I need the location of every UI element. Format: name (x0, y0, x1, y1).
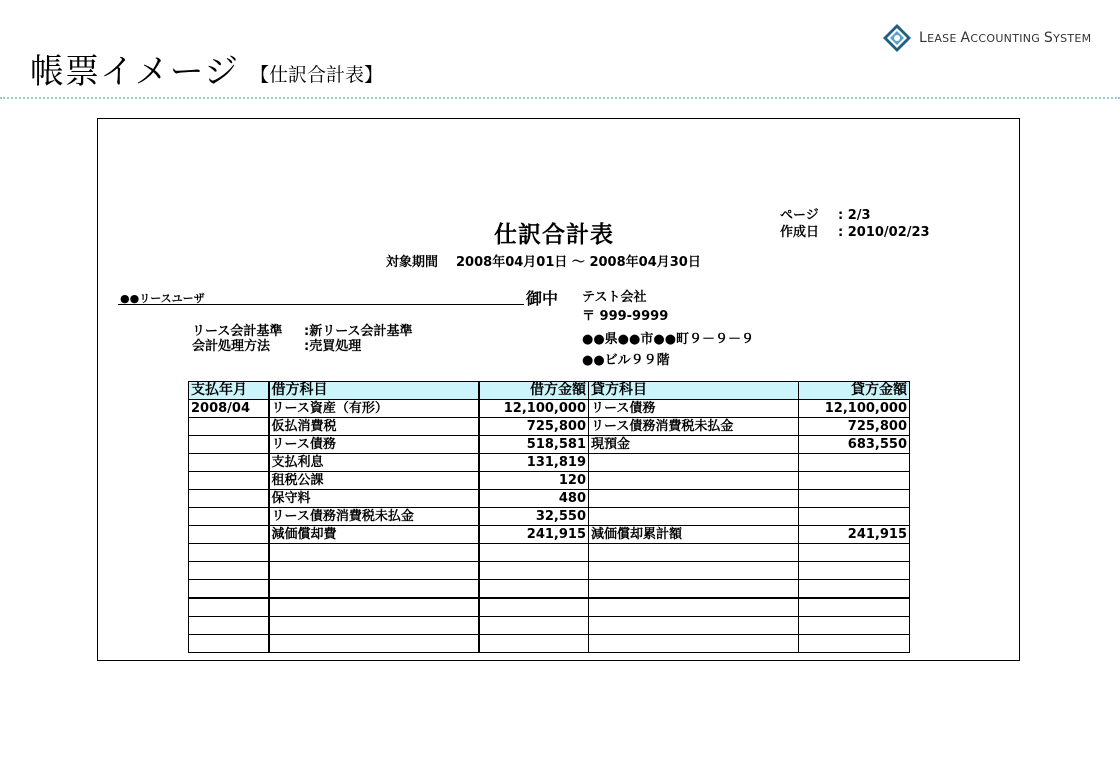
period-to: 2008年04月30日 (589, 255, 701, 270)
credit-account-cell (589, 580, 799, 599)
credit-amount-cell (799, 508, 910, 526)
period-from: 2008年04月01日 (456, 255, 568, 270)
journal-table (188, 381, 910, 653)
credit-amount-cell: 241,915 (799, 526, 910, 544)
debit-account-cell (269, 544, 479, 562)
table-row (189, 400, 910, 418)
credit-account-cell: 現預金 (589, 436, 799, 454)
payment-month-cell (189, 635, 269, 653)
credit-account-cell (589, 472, 799, 490)
payment-month-cell (189, 418, 269, 436)
credit-amount-cell: 725,800 (799, 418, 910, 436)
standard-label: リース会計基準 (192, 324, 283, 339)
table-row (189, 598, 910, 617)
header-payment-month: 支払年月 (189, 382, 269, 400)
postal-code: 〒 999-9999 (582, 309, 669, 324)
credit-account-cell (589, 635, 799, 653)
period-separator: ～ (571, 255, 585, 270)
recipient-name: ●●リースユーザ (120, 292, 205, 305)
credit-amount-cell (799, 472, 910, 490)
payment-month-cell (189, 598, 269, 617)
standard-value: :新リース会計基準 (304, 324, 413, 339)
report-frame (97, 118, 1020, 661)
report-title: 仕訳合計表 (494, 222, 614, 248)
period-label: 対象期間 (386, 255, 439, 270)
recipient-underline (118, 304, 524, 305)
method-value: :売買処理 (304, 339, 362, 354)
page-value: : 2/3 (838, 208, 871, 223)
debit-amount-cell (479, 617, 589, 635)
diamond-logo-icon (882, 23, 912, 53)
table-row (189, 490, 910, 508)
payment-month-cell (189, 490, 269, 508)
report-meta (780, 207, 930, 241)
credit-account-cell (589, 490, 799, 508)
debit-amount-cell: 120 (479, 472, 589, 490)
debit-amount-cell: 12,100,000 (479, 400, 589, 418)
table-row (189, 635, 910, 653)
debit-amount-cell (479, 544, 589, 562)
brand-name: LEASE ACCOUNTING SYSTEM (919, 30, 1092, 46)
debit-account-cell: 支払利息 (269, 454, 479, 472)
debit-account-cell: リース債務消費税未払金 (269, 508, 479, 526)
debit-account-cell: 租税公課 (269, 472, 479, 490)
debit-account-cell (269, 580, 479, 599)
debit-account-cell: リース資産（有形） (269, 400, 479, 418)
credit-account-cell (589, 562, 799, 580)
payment-month-cell (189, 544, 269, 562)
table-row (189, 436, 910, 454)
table-header-row (189, 382, 910, 400)
credit-amount-cell (799, 580, 910, 599)
header-credit-account: 貸方科目 (589, 382, 799, 400)
created-label: 作成日 (780, 225, 820, 240)
issuer-address (582, 288, 754, 370)
debit-amount-cell: 241,915 (479, 526, 589, 544)
table-row (189, 526, 910, 544)
credit-amount-cell (799, 490, 910, 508)
payment-month-cell (189, 508, 269, 526)
table-body (189, 400, 910, 653)
page-label: ページ (780, 208, 819, 223)
credit-amount-cell: 12,100,000 (799, 400, 910, 418)
report-period (386, 251, 701, 270)
table-row (189, 454, 910, 472)
debit-amount-cell (479, 635, 589, 653)
debit-account-cell (269, 598, 479, 617)
slide-title: 帳票イメージ (30, 52, 239, 92)
address-line-1: ●●県●●市●●町９－９－９ (582, 332, 755, 347)
credit-amount-cell (799, 598, 910, 617)
debit-account-cell (269, 635, 479, 653)
debit-amount-cell: 725,800 (479, 418, 589, 436)
credit-account-cell (589, 544, 799, 562)
debit-amount-cell: 32,550 (479, 508, 589, 526)
debit-amount-cell: 131,819 (479, 454, 589, 472)
credit-account-cell: リース債務 (589, 400, 799, 418)
payment-month-cell (189, 472, 269, 490)
debit-amount-cell: 480 (479, 490, 589, 508)
debit-amount-cell (479, 580, 589, 599)
payment-month-cell (189, 617, 269, 635)
credit-account-cell (589, 598, 799, 617)
credit-amount-cell (799, 635, 910, 653)
table-row (189, 472, 910, 490)
debit-account-cell: リース債務 (269, 436, 479, 454)
credit-account-cell (589, 454, 799, 472)
header-credit-amount: 貸方金額 (799, 382, 910, 400)
address-line-2: ●●ビル９９階 (582, 353, 670, 368)
company-name: テスト会社 (582, 290, 647, 305)
table-row (189, 508, 910, 526)
debit-account-cell (269, 562, 479, 580)
table-row (189, 617, 910, 635)
credit-account-cell (589, 617, 799, 635)
table-row (189, 562, 910, 580)
debit-account-cell: 保守料 (269, 490, 479, 508)
debit-account-cell: 仮払消費税 (269, 418, 479, 436)
debit-amount-cell: 518,581 (479, 436, 589, 454)
brand-logo (882, 22, 1091, 54)
debit-account-cell (269, 617, 479, 635)
credit-amount-cell (799, 617, 910, 635)
credit-amount-cell: 683,550 (799, 436, 910, 454)
debit-amount-cell (479, 562, 589, 580)
table-row (189, 544, 910, 562)
payment-month-cell (189, 526, 269, 544)
payment-month-cell (189, 580, 269, 599)
accounting-basis (192, 324, 413, 354)
table-row (189, 580, 910, 599)
debit-account-cell: 減価償却費 (269, 526, 479, 544)
payment-month-cell (189, 436, 269, 454)
credit-amount-cell (799, 562, 910, 580)
credit-amount-cell (799, 454, 910, 472)
method-label: 会計処理方法 (192, 339, 271, 354)
header-debit-amount: 借方金額 (479, 382, 589, 400)
credit-account-cell: 減価償却累計額 (589, 526, 799, 544)
header-divider (0, 97, 1120, 99)
honorific: 御中 (526, 289, 559, 308)
credit-account-cell (589, 508, 799, 526)
payment-month-cell: 2008/04 (189, 400, 269, 418)
credit-amount-cell (799, 544, 910, 562)
created-value: : 2010/02/23 (838, 225, 930, 240)
credit-account-cell: リース債務消費税未払金 (589, 418, 799, 436)
header-debit-account: 借方科目 (269, 382, 479, 400)
payment-month-cell (189, 562, 269, 580)
payment-month-cell (189, 454, 269, 472)
table-row (189, 418, 910, 436)
debit-amount-cell (479, 598, 589, 617)
slide-subtitle: 【仕訳合計表】 (250, 64, 384, 86)
